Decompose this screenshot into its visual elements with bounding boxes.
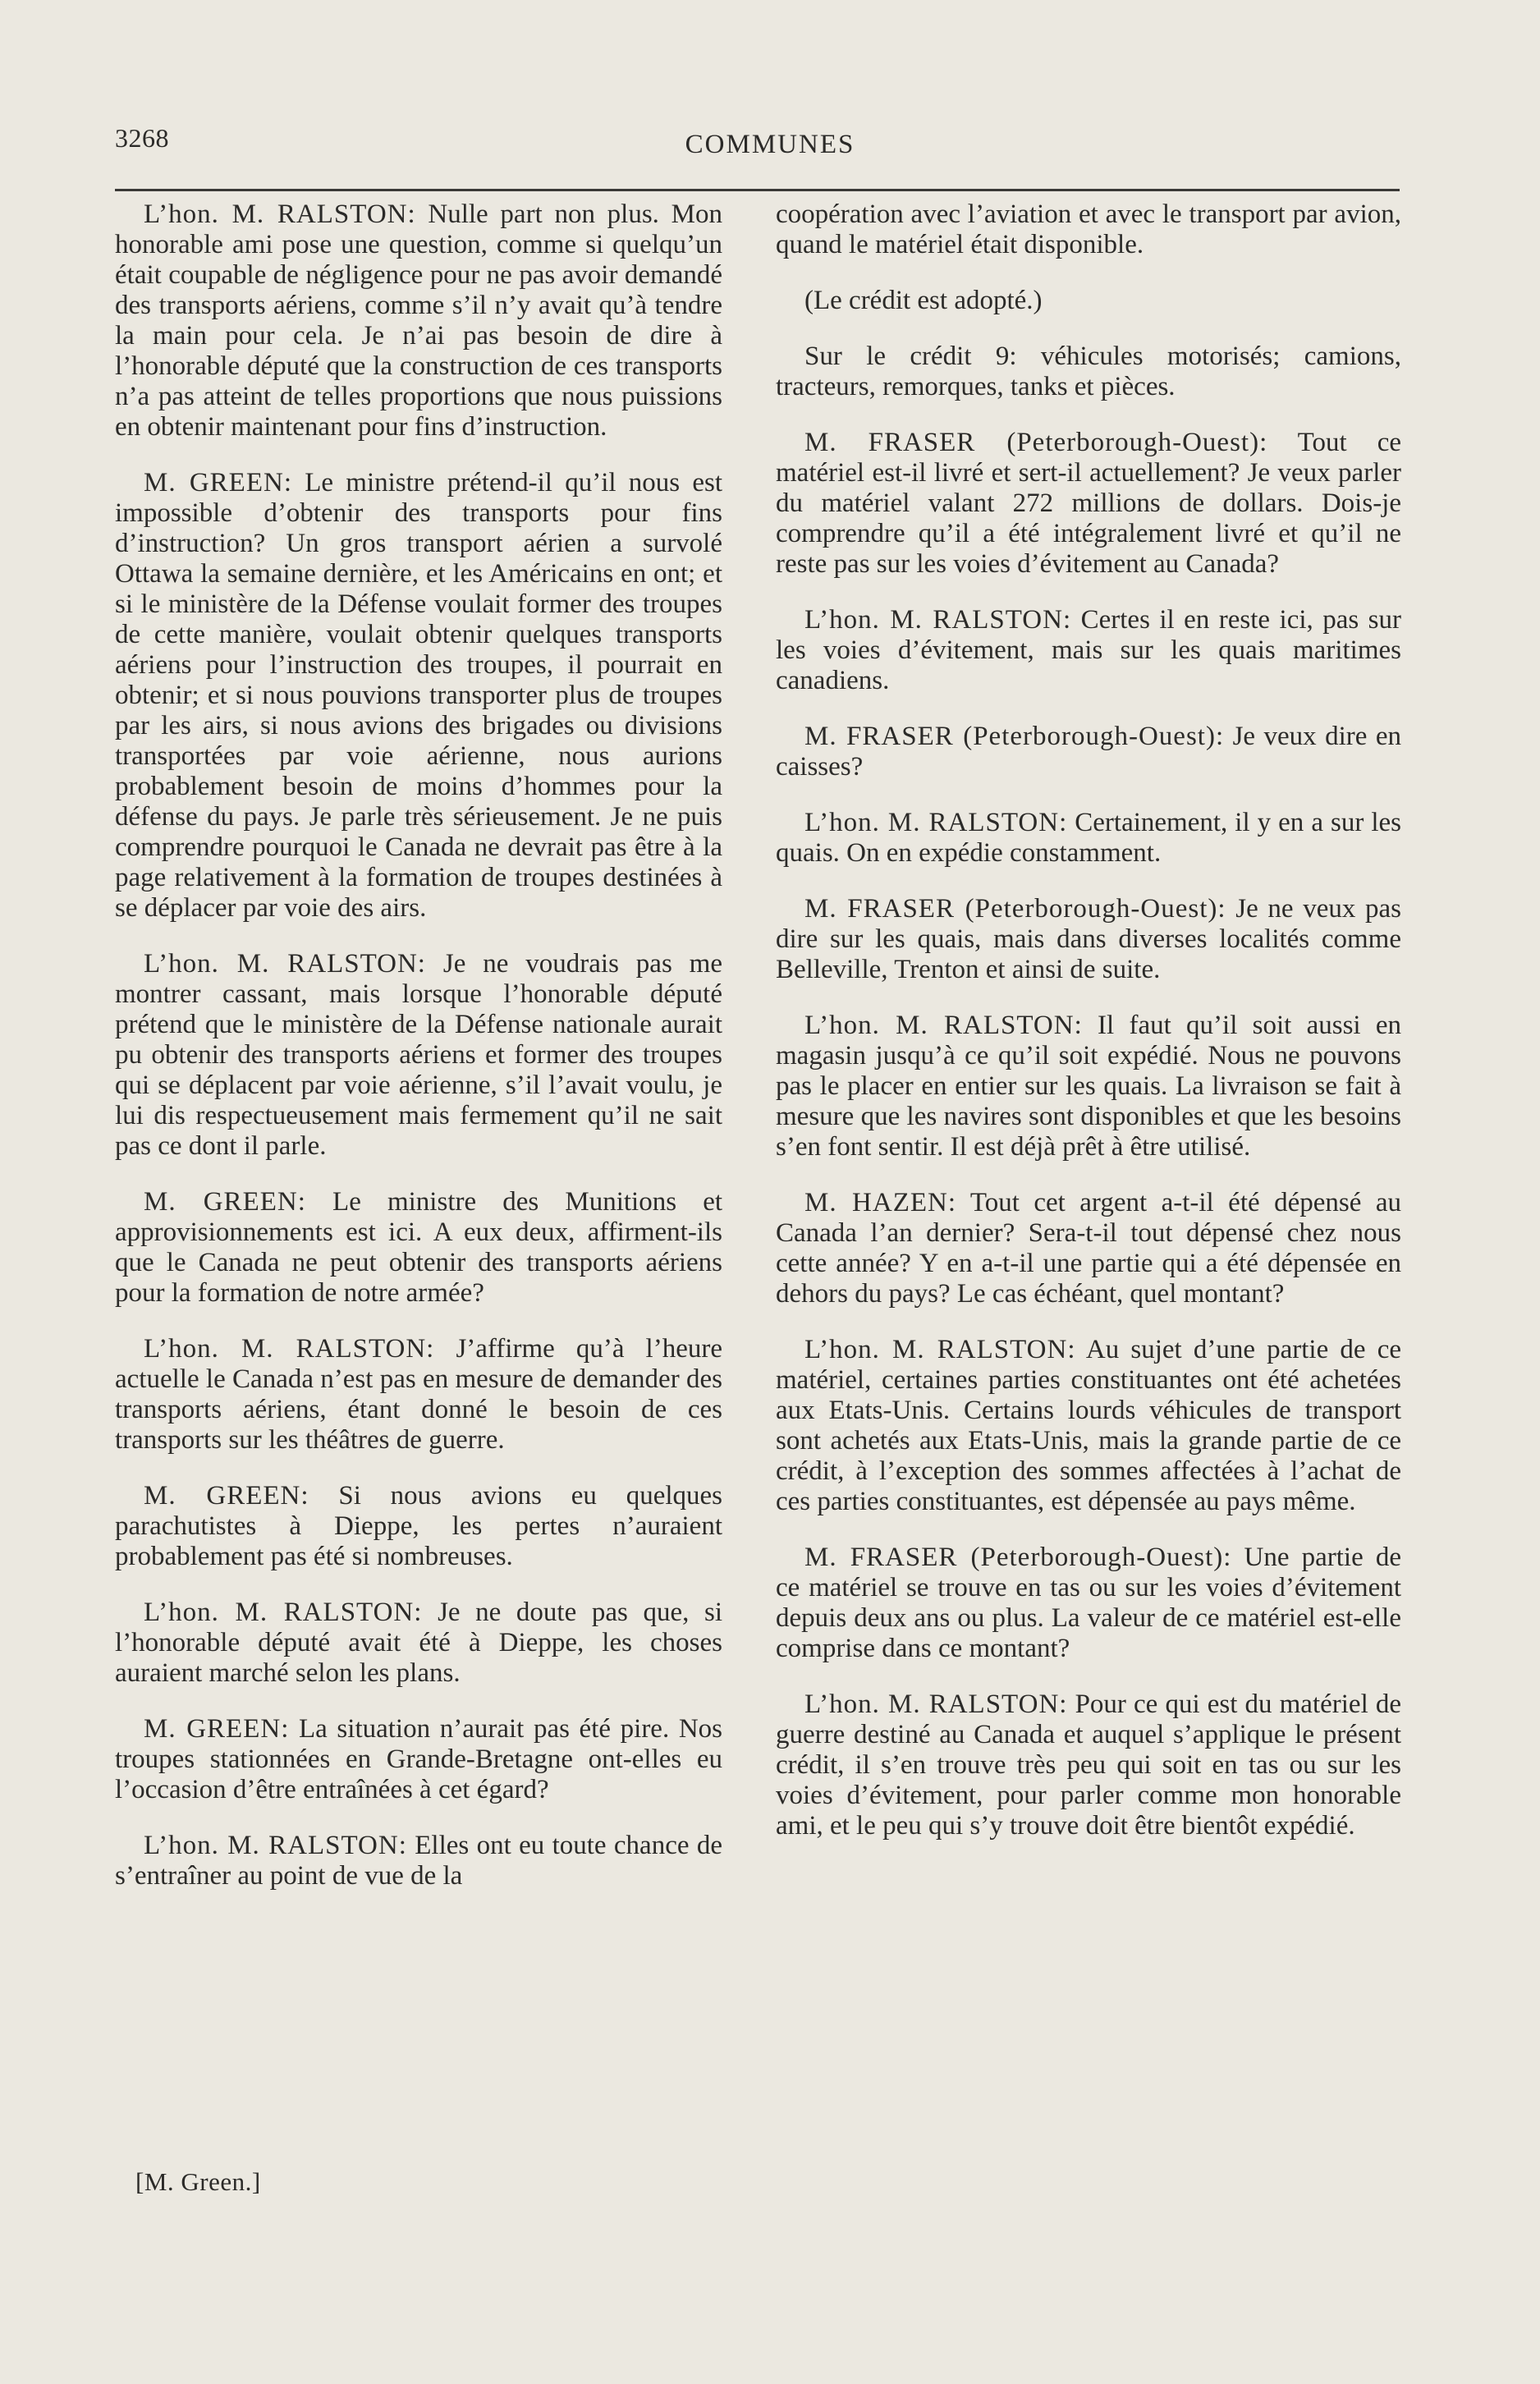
paragraph xyxy=(115,199,722,442)
paragraph-text: Certainement, il y en a sur les quais. On en expédie constamment. xyxy=(776,808,1401,868)
paragraph-text: Certes il en reste ici, pas sur les voies d’évitement, mais sur les quais maritimes canadiens. xyxy=(776,605,1402,695)
paragraph-text: Je veux dire en caisses? xyxy=(776,722,1402,782)
speaker-name: M. FRASER (Peterborough-Ouest): xyxy=(804,894,1226,924)
paragraph-text: (Le crédit est adopté.) xyxy=(804,286,1043,315)
paragraph-text: Pour ce qui est du matériel de guerre destiné au Canada et auquel s’applique le présent crédit, il s’en trouve très peu qui soit en tas ou sur les voies d’évitement, pour parler comme mon honorable ami, et le peu qui s’y trouve doit être bientôt expédié. xyxy=(776,1689,1401,1841)
speaker-name: M. GREEN: xyxy=(144,1481,309,1511)
speaker-name: L’hon. M. RALSTON: xyxy=(144,199,416,229)
paragraph xyxy=(776,894,1401,985)
paragraph-text: coopération avec l’aviation et avec le transport par avion, quand le matériel était disponible. xyxy=(776,199,1401,259)
speaker-name: L’hon. M. RALSTON: xyxy=(804,1335,1076,1364)
speaker-name: L’hon. M. RALSTON: xyxy=(804,1011,1083,1040)
paragraph-text: Nulle part non plus. Mon honorable ami pose une question, comme si quelqu’un était coupable de négligence pour ne pas avoir demandé des transports aériens, comme s’il n’y avait qu’à tendre la main pour cela. Je n’ai pas besoin de dire à l’honorable député que la construction de ces transports n’a pas atteint de telles proportions que nous puissions en obtenir maintenant pour fins d’instruction. xyxy=(115,199,722,442)
speaker-name: M. FRASER (Peterborough-Ouest): xyxy=(804,428,1268,457)
paragraph xyxy=(776,428,1401,580)
paragraph xyxy=(776,1543,1401,1664)
footer-speaker-reference: [M. Green.] xyxy=(135,2167,261,2196)
paragraph-text: J’affirme qu’à l’heure actuelle le Canada n’est pas en mesure de demander des transports aériens, étant donné le besoin de ces transports sur les théâtres de guerre. xyxy=(115,1334,722,1455)
paragraph xyxy=(115,1334,722,1456)
paragraph-text: La situation n’aurait pas été pire. Nos troupes stationnées en Grande-Bretagne ont-elles eu l’occasion d’être entraînées à cet égard? xyxy=(115,1714,722,1804)
paragraph xyxy=(115,1831,722,1891)
speaker-name: M. GREEN: xyxy=(144,1714,290,1744)
paragraph xyxy=(115,1481,722,1572)
speaker-name: M. GREEN: xyxy=(144,468,292,497)
speaker-name: M. GREEN: xyxy=(144,1187,306,1217)
paragraph xyxy=(776,1689,1401,1841)
speaker-name: L’hon. M. RALSTON: xyxy=(804,1689,1068,1719)
paragraph-text: Le ministre prétend-il qu’il nous est impossible d’obtenir des transports pour fins d’instruction? Un gros transport aérien a survolé Ottawa la semaine dernière, et les Américains en ont; et si le ministère de la Défense voulait former des troupes de cette manière, voulait obtenir quelques transports aériens pour l’instruction des troupes, il pourrait en obtenir; et si nous pouvions transporter plus de troupes par les airs, si nous avions des brigades ou divisions transportées par voie aérienne, nous aurions probablement besoin de moins d’hommes pour la défense du pays. Je parle très sérieusement. Je ne puis comprendre pourquoi le Canada ne devrait pas être à la page relativement à la formation de troupes destinées à se déplacer par voie des airs. xyxy=(115,468,723,923)
speaker-name: M. HAZEN: xyxy=(804,1188,957,1217)
paragraph xyxy=(776,722,1401,782)
paragraph xyxy=(115,1187,722,1309)
speaker-name: L’hon. M. RALSTON: xyxy=(144,1598,423,1627)
speaker-name: M. FRASER (Peterborough-Ouest): xyxy=(804,722,1225,751)
paragraph xyxy=(776,605,1401,696)
paragraph-text: Le ministre des Munitions et approvisionnements est ici. A eux deux, affirment-ils que le Canada ne peut obtenir des transports aériens pour la formation de notre armée? xyxy=(115,1187,723,1308)
paragraph-text: Je ne veux pas dire sur les quais, mais dans diverses localités comme Belleville, Trenton et ainsi de suite. xyxy=(776,894,1401,984)
paragraph xyxy=(776,1011,1401,1162)
speaker-name: L’hon. M. RALSTON: xyxy=(804,808,1068,837)
speaker-name: L’hon. M. RALSTON: xyxy=(144,1831,407,1860)
left-column xyxy=(115,199,722,1917)
paragraph xyxy=(776,342,1401,402)
paragraph-text: Au sujet d’une partie de ce matériel, certaines parties constituantes ont été achetées aux Etats-Unis. Certains lourds véhicules de transport sont achetés aux Etats-Unis, mais la grande partie de ce crédit, à l’exception des sommes affectées à l’achat de ces parties constituantes, est dépensée au pays même. xyxy=(776,1335,1401,1516)
speaker-name: L’hon. M. RALSTON: xyxy=(144,1334,435,1364)
speaker-name: L’hon. M. RALSTON: xyxy=(144,949,426,979)
speaker-name: L’hon. M. RALSTON: xyxy=(804,605,1072,635)
paragraph-text: Je ne doute pas que, si l’honorable député avait été à Dieppe, les choses auraient marché selon les plans. xyxy=(115,1598,722,1688)
speaker-name: M. FRASER (Peterborough-Ouest): xyxy=(804,1543,1232,1572)
paragraph-text: Tout ce matériel est-il livré et sert-il actuellement? Je veux parler du matériel valant 272 millions de dollars. Dois-je comprendre qu’il a été intégralement livré et qu’il ne reste pas sur les voies d’évitement au Canada? xyxy=(776,428,1401,579)
paragraph xyxy=(776,808,1401,869)
paragraph xyxy=(115,949,722,1162)
page-number: 3268 xyxy=(115,123,169,153)
paragraph-text: Je ne voudrais pas me montrer cassant, mais lorsque l’honorable député prétend que le ministère de la Défense nationale aurait pu obtenir des transports aériens et former des troupes qui se déplacent par voie aérienne, s’il l’avait voulu, je lui dis respectueusement mais fermement qu’il ne sait pas ce dont il parle. xyxy=(115,949,722,1161)
paragraph xyxy=(115,468,722,924)
paragraph xyxy=(115,1714,722,1805)
paragraph xyxy=(776,286,1401,316)
paragraph-text: Il faut qu’il soit aussi en magasin jusqu’à ce qu’il soit expédié. Nous ne pouvons pas le placer en entier sur les quais. La livraison se fait à mesure que les navires sont disponibles et que les besoins s’en font sentir. Il est déjà prêt à être utilisé. xyxy=(776,1011,1401,1162)
paragraph xyxy=(776,199,1401,260)
paragraph xyxy=(776,1335,1401,1517)
paragraph-text: Tout cet argent a-t-il été dépensé au Canada l’an dernier? Sera-t-il tout dépensé chez nous cette année? Y en a-t-il une partie qui a été dépensée en dehors du pays? Le cas échéant, quel montant? xyxy=(776,1188,1401,1309)
paragraph-text: Sur le crédit 9: véhicules motorisés; camions, tracteurs, remorques, tanks et pièces. xyxy=(776,342,1401,401)
paragraph xyxy=(776,1188,1401,1309)
paragraph xyxy=(115,1598,722,1689)
paragraph-text: Une partie de ce matériel se trouve en tas ou sur les voies d’évitement depuis deux ans ou plus. La valeur de ce matériel est-elle comprise dans ce montant? xyxy=(776,1543,1401,1663)
paragraph-text: Si nous avions eu quelques parachutistes à Dieppe, les pertes n’auraient probablement pas été si nombreuses. xyxy=(115,1481,722,1571)
right-column xyxy=(776,199,1401,1867)
page-header-title: COMMUNES xyxy=(685,130,855,159)
header-rule xyxy=(115,189,1400,191)
paragraph-text: Elles ont eu toute chance de s’entraîner au point de vue de la xyxy=(115,1831,722,1891)
